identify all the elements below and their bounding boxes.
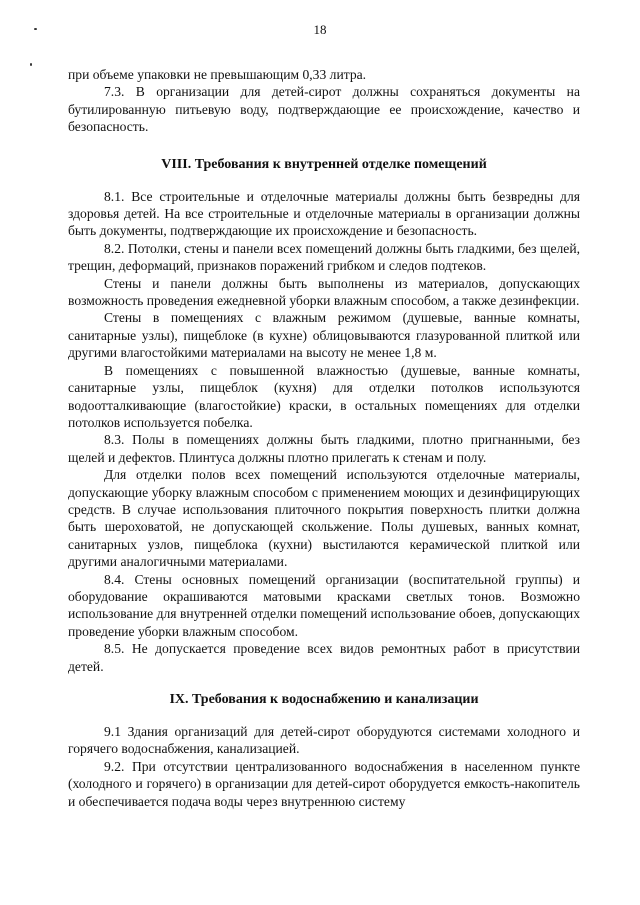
paragraph: Для отделки полов всех помещений используются отделочные материалы, допускающие уборку влажным способом с применением моющих и дезинфицирующих средств. В случае использования плиточного покрытия поверхность плитки должна быть шероховатой, не допускающей скольжение. Полы душевых, ванных комнат, санитарных узлов, пищеблока (кухни) выстилаются керамической плиткой или другими аналогичными материалами. — [68, 467, 580, 570]
paragraph: В помещениях с повышенной влажностью (душевые, ванные комнаты, санитарные узлы, пищеблок (кухня) для отделки потолков используются водоотталкивающие (влагостойкие) краски, в остальных помещениях для отделки потолков используется побелка. — [68, 362, 580, 430]
paragraph: 9.2. При отсутствии централизованного водоснабжения в населенном пункте (холодного и горячего) в организации для детей-сирот оборудуется емкость-накопитель и обеспечивается подача воды через внутреннюю систему — [68, 758, 580, 809]
scan-speck — [30, 63, 32, 66]
paragraph: 9.1 Здания организаций для детей-сирот оборудуются системами холодного и горячего водоснабжения, канализацией. — [68, 724, 580, 757]
paragraph: Стены в помещениях с влажным режимом (душевые, ванные комнаты, санитарные узлы), пищеблоке (в кухне) облицовываются глазурованной плиткой или другими влагостойкими материалами на высоту не менее 1,8 м. — [68, 310, 580, 361]
section-heading-ix: IX. Требования к водоснабжению и канализации — [169, 692, 479, 707]
paragraph: при объеме упаковки не превышающим 0,33 литра. — [68, 67, 367, 82]
paragraph: 8.5. Не допускается проведение всех видов ремонтных работ в присутствии детей. — [68, 641, 580, 674]
paragraph: 8.3. Полы в помещениях должны быть гладкими, плотно пригнанными, без щелей и дефектов. Плинтуса должны плотно прилегать к стенам и полу. — [68, 432, 580, 465]
document-body — [68, 66, 580, 810]
page-number: 18 — [313, 22, 327, 37]
paragraph: 7.3. В организации для детей-сирот должны сохраняться документы на бутилированную питьевую воду, подтверждающие ее происхождение, качество и безопасность. — [68, 84, 580, 135]
paragraph: Стены и панели должны быть выполнены из материалов, допускающих возможность проведения ежедневной уборки влажным способом, а также дезинфекции. — [68, 275, 580, 309]
paragraph: 8.1. Все строительные и отделочные материалы должны быть безвредны для здоровья детей. На все строительные и отделочные материалы в организации должны быть документы, подтверждающие их происхождение и безопасность. — [68, 188, 580, 239]
paragraph: 8.4. Стены основных помещений организации (воспитательной группы) и оборудование окрашиваются матовыми красками светлых тонов. Возможно использование для внутренней отделки помещений использование обоев, допускающих проведение уборки влажным способом. — [68, 571, 580, 639]
section-heading-viii: VIII. Требования к внутренней отделке помещений — [161, 156, 487, 172]
paragraph: 8.2. Потолки, стены и панели всех помещений должны быть гладкими, без щелей, трещин, деформаций, признаков поражений грибком и следов подтеков. — [68, 240, 580, 274]
